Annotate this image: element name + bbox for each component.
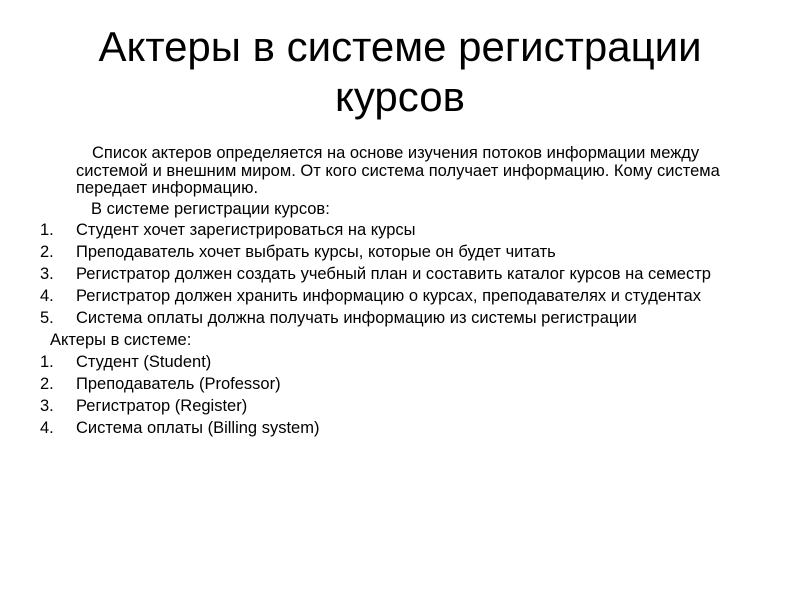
actors-list <box>40 354 750 438</box>
item-text: Регистратор должен создать учебный план и составить каталог курсов на семестр <box>76 265 711 283</box>
item-number: 1. <box>40 221 54 239</box>
requirements-heading: В системе регистрации курсов: <box>91 199 330 218</box>
list-item <box>40 310 750 328</box>
list-item <box>40 244 750 262</box>
list-item <box>40 376 750 394</box>
list-item <box>40 288 750 306</box>
list-item <box>40 222 750 240</box>
item-text: Студент хочет зарегистрироваться на курсы <box>76 221 416 239</box>
requirements-list <box>40 222 750 328</box>
list-item <box>40 398 750 416</box>
item-text: Преподаватель хочет выбрать курсы, которые он будет читать <box>76 243 556 261</box>
item-text: Система оплаты должна получать информацию из системы регистрации <box>76 309 637 327</box>
item-number: 4. <box>40 287 54 305</box>
item-number: 2. <box>40 243 54 261</box>
item-number: 1. <box>40 352 54 371</box>
item-number: 3. <box>40 396 54 415</box>
item-number: 2. <box>40 374 54 393</box>
slide-body <box>40 145 750 442</box>
item-text: Преподаватель (Professor) <box>76 374 281 393</box>
item-text: Система оплаты (Billing system) <box>76 418 320 437</box>
item-number: 5. <box>40 309 54 327</box>
list-item <box>40 354 750 372</box>
slide-title: Актеры в системе регистрации курсов <box>98 23 702 120</box>
item-text: Студент (Student) <box>76 352 212 371</box>
item-text: Регистратор (Register) <box>76 396 248 415</box>
item-number: 3. <box>40 265 54 283</box>
intro-paragraph: Список актеров определяется на основе изучения потоков информации между системой и внешним миром. От кого система получает информацию. Кому система передает информацию. <box>76 144 720 197</box>
list-item <box>40 266 750 284</box>
item-number: 4. <box>40 418 54 437</box>
list-item <box>40 420 750 438</box>
item-text: Регистратор должен хранить информацию о курсах, преподавателях и студентах <box>76 287 701 305</box>
actors-heading: Актеры в системе: <box>50 331 192 349</box>
